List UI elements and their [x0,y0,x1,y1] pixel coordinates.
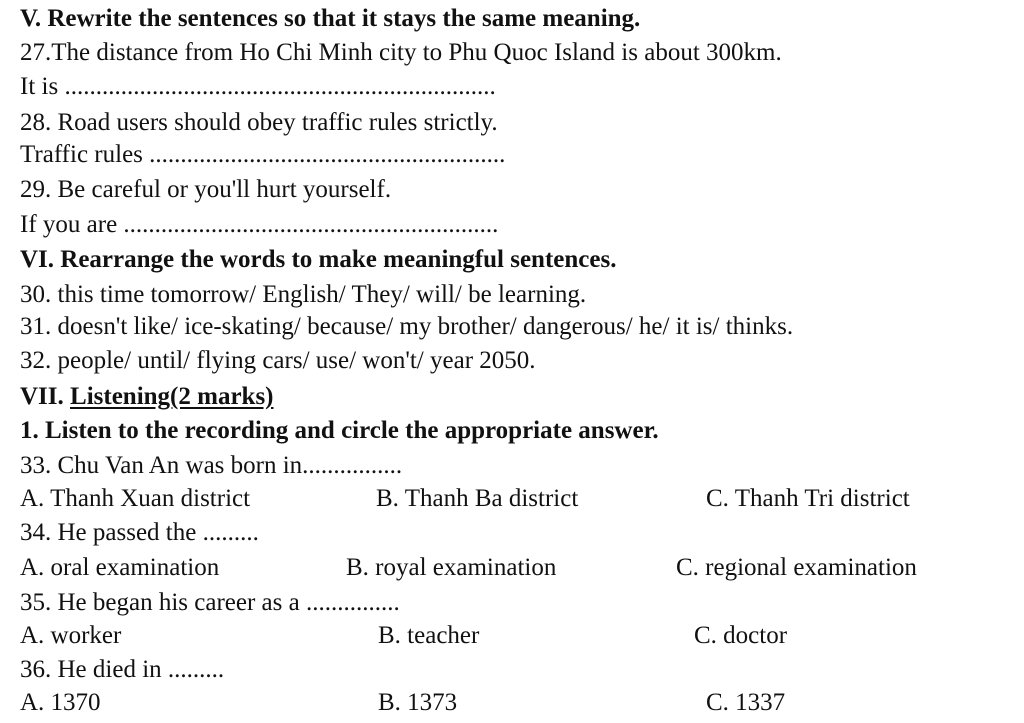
question-36-option-a[interactable]: A. 1370 [20,689,101,716]
section-vi-heading: VI. Rearrange the words to make meaningful sentences. [20,246,617,273]
question-33-option-c[interactable]: C. Thanh Tri district [706,485,910,512]
question-34-option-a[interactable]: A. oral examination [20,554,220,581]
question-36-option-b[interactable]: B. 1373 [378,689,458,716]
question-27-blank: ..................................................................... [64,73,496,100]
question-27-answer-line [20,72,496,102]
question-33-option-b[interactable]: B. Thanh Ba district [376,485,579,512]
section-vii-title: Listening(2 marks) [70,383,274,410]
question-28-blank: ......................................................... [149,141,506,168]
question-34-option-b[interactable]: B. royal examination [346,554,557,581]
question-33-option-a[interactable]: A. Thanh Xuan district [20,485,251,512]
question-36-option-c[interactable]: C. 1337 [706,689,786,716]
question-32: 32. people/ until/ flying cars/ use/ won't/ year 2050. [20,347,536,374]
question-28-answer-line [20,140,505,170]
question-35-option-c[interactable]: C. doctor [694,622,788,649]
question-27-starter: It is [20,73,59,100]
section-v-heading: V. Rewrite the sentences so that it stays the same meaning. [20,5,641,32]
question-35: 35. He began his career as a ............... [20,589,400,616]
section-vii-heading [20,382,274,412]
question-27-prompt: 27.The distance from Ho Chi Minh city to Phu Quoc Island is about 300km. [20,39,782,66]
question-29-starter: If you are [20,211,118,238]
question-34: 34. He passed the ......... [20,519,259,546]
question-29-answer-line [20,210,498,240]
question-31: 31. doesn't like/ ice-skating/ because/ my brother/ dangerous/ he/ it is/ thinks. [20,313,794,340]
listening-instruction: 1. Listen to the recording and circle the appropriate answer. [20,417,659,444]
question-36: 36. He died in ......... [20,656,225,683]
question-29-blank: ............................................................ [123,211,499,238]
question-28-starter: Traffic rules [20,141,143,168]
question-34-option-c[interactable]: C. regional examination [676,554,917,581]
section-vii-prefix: VII. [20,383,71,410]
question-30: 30. this time tomorrow/ English/ They/ will/ be learning. [20,281,587,308]
question-35-option-a[interactable]: A. worker [20,622,122,649]
question-33: 33. Chu Van An was born in................ [20,452,403,479]
question-35-option-b[interactable]: B. teacher [378,622,480,649]
question-29-prompt: 29. Be careful or you'll hurt yourself. [20,176,392,203]
question-28-prompt: 28. Road users should obey traffic rules strictly. [20,109,498,136]
